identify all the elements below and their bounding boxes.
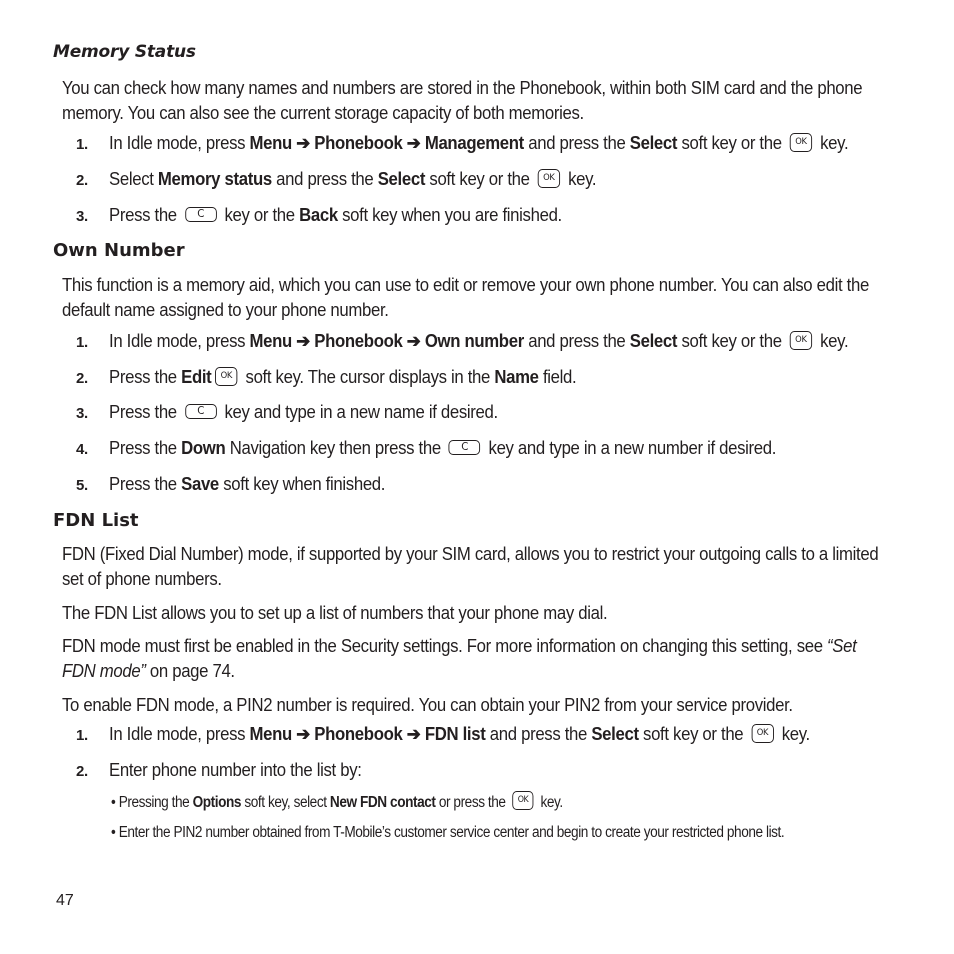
page-number: 47 bbox=[56, 892, 74, 909]
fdn-paragraph-2: The FDN List allows you to set up a list of numbers that your phone may dial. bbox=[62, 603, 608, 623]
section-title-own-number: Own Number bbox=[53, 240, 185, 261]
ok-key-icon: OK bbox=[751, 724, 773, 743]
section-title-memory-status: Memory Status bbox=[53, 42, 196, 62]
memory-status-intro: You can check how many names and numbers are stored in the Phonebook, within both SIM card and the phone memory. You can also see the current storage capacity of both memories. bbox=[62, 78, 863, 123]
cross-reference-link[interactable]: “Set bbox=[827, 636, 857, 656]
bullet-item: • Enter the PIN2 number obtained from T-Mobile’s customer service center and begin to create your restricted phone list. bbox=[111, 824, 785, 841]
fdn-paragraph-4: To enable FDN mode, a PIN2 number is required. You can obtain your PIN2 from your service provider. bbox=[62, 695, 793, 715]
bullet-item: • Pressing the Options soft key, select New FDN contact or press the OK key. bbox=[111, 793, 563, 813]
manual-page: Memory Status You can check how many names and numbers are stored in the Phonebook, within both SIM card and the phone memory. You can also see the current storage capacity of both memories. 1. In Idle mode, press Menu ➔ Phonebook ➔ Management and press the Select soft key or the OK key. 2. Select Memory status and press the Select soft key or the OK key. 3. Press the C key or the Back soft key when you are finished. Own Number This function is a memory aid, which you can use to edit or remove your own phone number. You can also edit the default name assigned to your phone number. 1. In Idle mode, press Menu ➔ Phonebook ➔ Own number and press the Select soft key or the OK key. 2. Press the Edit OK soft key. The cursor displays in the Name field. 3. Press the C key and type in a new name if desired. 4. Press the Down Navigation key then press the C key and type in a new number if desired. 5. Press the Save soft key when finished. FDN List FDN (Fixed Dial Number) mode, if supported by your SIM card, allows you to restrict your outgoing calls to a limited set of phone numbers. The FDN List allows you to set up a list of numbers that your phone may dial. FDN mode must first be enabled in the Security settings. For more information on changing this setting, see “Set FDN mode” on page 74. To enable FDN mode, a PIN2 number is required. You can obtain your PIN2 from your service provider. 1. In Idle mode, press Menu ➔ Phonebook ➔ FDN list and press the Select soft key or the OK key. 2. Enter phone number into the list by: • Pressing the Options soft key, select New FDN contact or press the OK key. • Enter the PIN2 number obtained from T-Mobile’s customer service center and begin to create your restricted phone list. 47 bbox=[53, 42, 879, 909]
fdn-paragraph-3: FDN mode must first be enabled in the Security settings. For more information on changing this setting, see “Set FDN mode” on page 74. bbox=[62, 636, 857, 681]
fdn-paragraph-1: FDN (Fixed Dial Number) mode, if supported by your SIM card, allows you to restrict your outgoing calls to a limited set of phone numbers. bbox=[62, 544, 879, 589]
cross-reference-link[interactable]: FDN mode” bbox=[62, 661, 146, 681]
clear-key-icon: C bbox=[449, 440, 481, 455]
ok-key-icon: OK bbox=[790, 133, 812, 152]
ok-key-icon: OK bbox=[538, 169, 560, 188]
section-title-fdn-list: FDN List bbox=[53, 510, 139, 531]
ok-key-icon: OK bbox=[512, 791, 533, 810]
ok-key-icon: OK bbox=[790, 331, 812, 350]
bullet-icon: • bbox=[111, 824, 116, 841]
clear-key-icon: C bbox=[185, 207, 217, 222]
clear-key-icon: C bbox=[185, 404, 217, 419]
own-number-intro: This function is a memory aid, which you can use to edit or remove your own phone number. You can also edit the default name assigned to your phone number. bbox=[62, 275, 869, 320]
bullet-icon: • bbox=[111, 794, 116, 811]
ok-key-icon: OK bbox=[215, 367, 237, 386]
